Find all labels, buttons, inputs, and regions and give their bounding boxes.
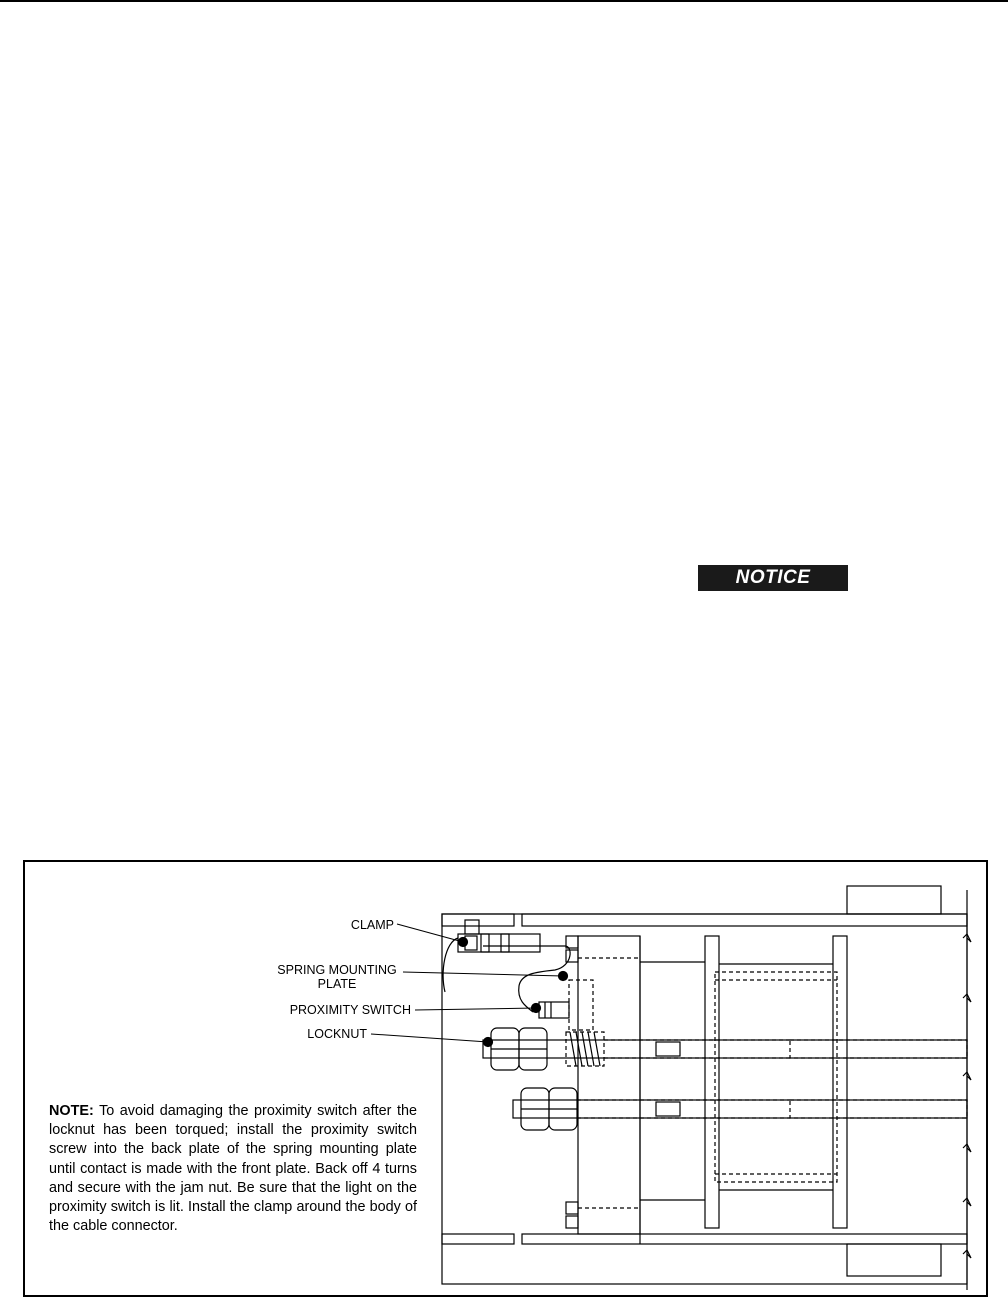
clamp-leader [397,924,463,942]
bottom-rail [522,1234,967,1244]
proximity-switch-leader [415,1008,536,1010]
locknut-leader [371,1034,488,1042]
proximity-switch-label: PROXIMITY SWITCH [289,1003,411,1017]
clamp-dot [459,938,468,947]
spring-mounting-plate-label-1: SPRING MOUNTING [277,963,397,977]
clamp-label: CLAMP [350,918,394,932]
spring-mounting-plate-label-2: PLATE [317,977,357,991]
bottom-mount-block [847,1244,941,1276]
bottom-left-rail [442,1234,514,1244]
spring-coils [570,1032,600,1066]
installation-note [49,1102,417,1236]
cage-hidden-lines [715,972,837,1182]
proximity-switch-body [539,1002,569,1018]
clamp-body [458,934,540,952]
front-plate [578,936,640,1234]
cable-lead [443,938,458,992]
figure-frame [23,860,988,1297]
locknut-label: LOCKNUT [307,1027,367,1041]
locknut-dot [484,1038,493,1047]
top-rule [0,0,1008,2]
notice-label: NOTICE [735,567,811,588]
upper-bolt-slot [656,1042,680,1056]
lower-bolt [513,1100,967,1118]
notice-badge [698,565,848,591]
note-text: To avoid damaging the proximity switch after the locknut has been torqued; install the proximity switch screw into the back plate of the spring mounting plate until contact is made with the front plate. Back off 4 turns and secure with the jam nut. Be sure that the light on the proximity switch is lit. Install the clamp around the body of the cable connector. [49,1103,417,1235]
proximity-switch-dot [532,1004,541,1013]
upper-bolt [483,1040,967,1058]
note-label: NOTE: [49,1103,94,1119]
spring-mounting-plate-hidden [569,980,593,1030]
top-mount-block [847,886,941,914]
lower-bolt-slot [656,1102,680,1116]
top-rail [522,914,967,926]
spring-plate-dot [559,972,568,981]
